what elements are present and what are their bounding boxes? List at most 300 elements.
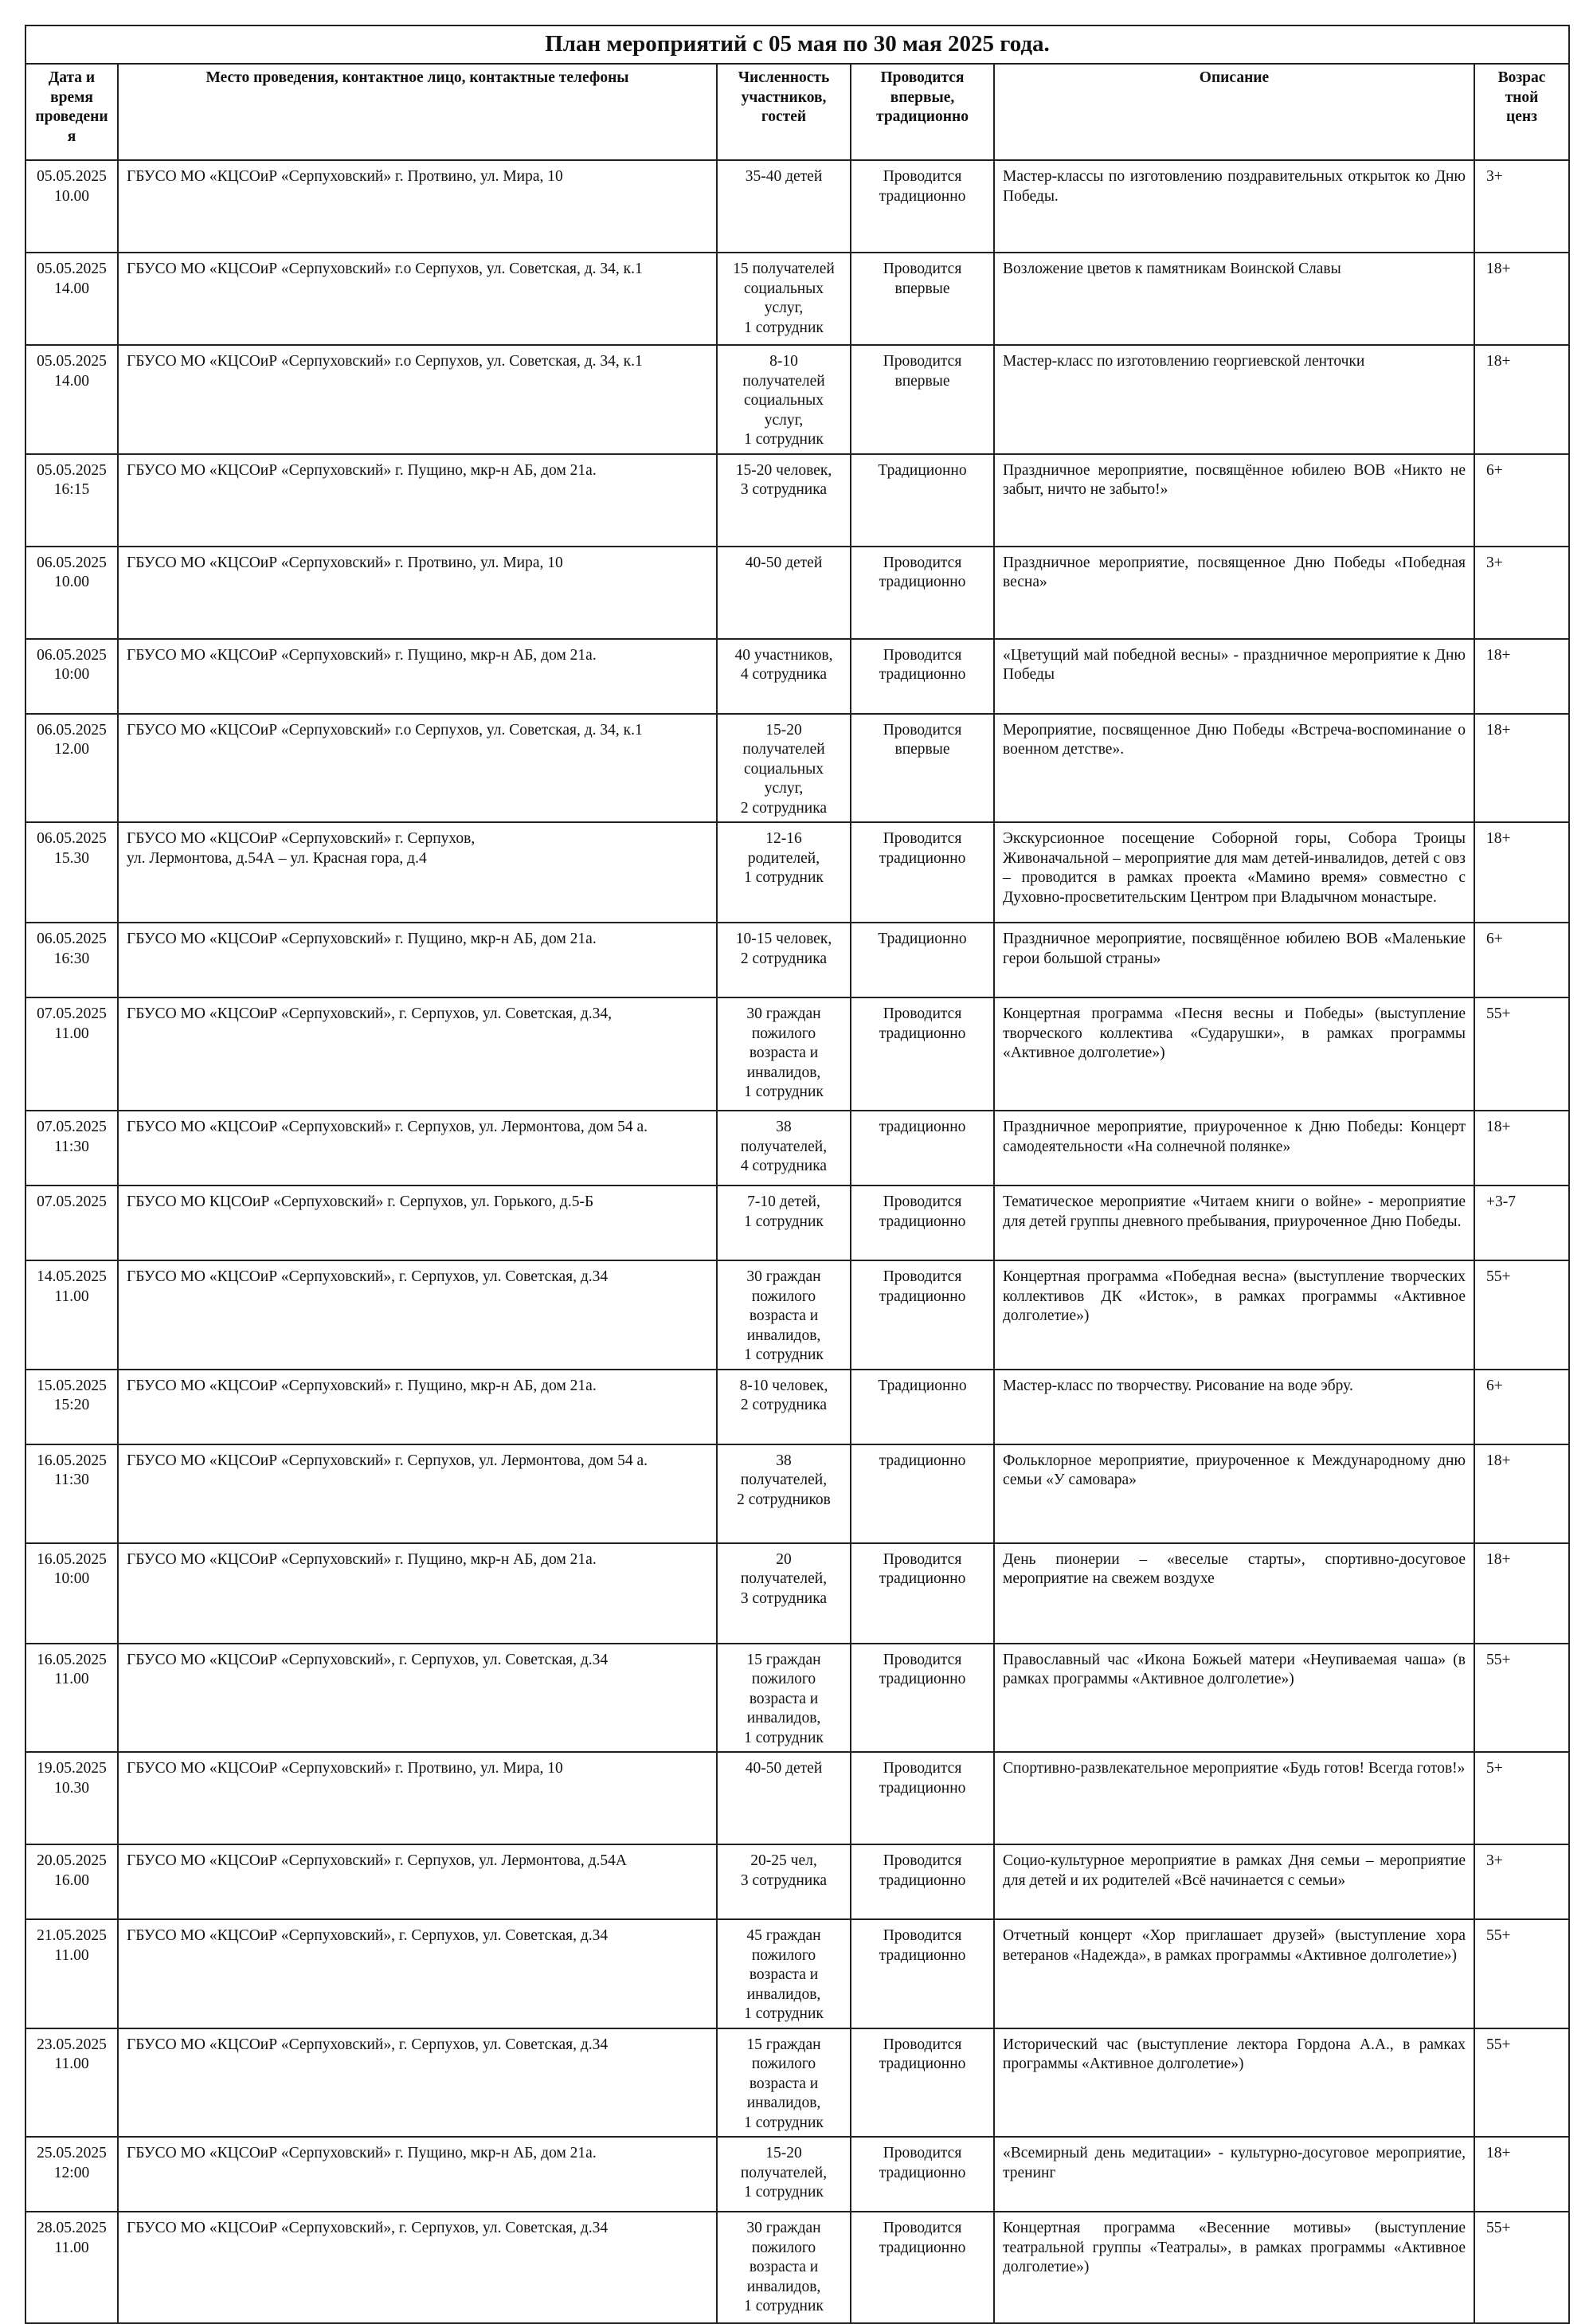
event-count-cell [717,822,851,923]
event-time: 11.00 [54,2239,89,2256]
event-type-cell [851,253,994,345]
event-date: 23.05.2025 [37,2036,107,2053]
event-place-cell [118,1370,717,1444]
event-age-cell: 18+ [1474,1444,1569,1543]
event-type-line: Проводится [883,1651,962,1668]
event-count-line: инвалидов, [746,1327,821,1344]
event-place-line: ГБУСО МО «КЦСОиР «Серпуховский» г. Пущино, мкр-н АБ, дом 21а. [127,2145,597,2161]
events-table-body [25,160,1569,2323]
event-type-cell [851,2028,994,2138]
event-count-line: 1 сотрудник [744,1729,824,1746]
event-type-line: Проводится [883,353,962,370]
event-type-line: традиционно [879,187,966,205]
event-type-line: Традиционно [878,931,967,947]
table-row [25,1260,1569,1370]
event-place-cell [118,1752,717,1844]
table-row [25,1543,1569,1644]
event-date: 05.05.2025 [37,461,107,479]
table-row [25,997,1569,1111]
event-datetime-cell [25,253,118,345]
event-count-line: 3 сотрудника [740,1871,828,1889]
event-type-cell [851,639,994,714]
event-description-cell: Праздничное мероприятие, посвящённое юбилею ВОВ «Никто не забыт, ничто не забыто!» [994,454,1474,547]
event-place-line: ГБУСО МО «КЦСОиР «Серпуховский» г. Пущино, мкр-н АБ, дом 21а. [127,931,597,947]
event-place-cell [118,2137,717,2212]
event-type-line: Проводится [883,554,962,571]
event-description-cell: Православный час «Икона Божьей матери «Неупиваемая чаша» (в рамках программы «Активное долголетие») [994,1644,1474,1753]
event-count-line: 40-50 детей [745,1760,823,1777]
event-count-line: 15-20 [765,721,802,739]
event-count-line: инвалидов, [746,2278,821,2295]
event-type-cell [851,1543,994,1644]
event-count-line: 38 [776,1119,792,1135]
event-age-cell: 6+ [1474,454,1569,547]
event-count-line: пожилого [751,1946,816,1964]
event-type-line: традиционно [879,2239,966,2256]
event-count-cell [717,1186,851,1260]
event-count-line: 35-40 детей [745,168,823,185]
event-count-line: социальных [743,392,824,409]
event-count-line: пожилого [751,1025,816,1042]
event-count-line: 30 граждан [746,1268,821,1285]
event-type-cell [851,1844,994,1919]
event-description-cell: Тематическое мероприятие «Читаем книги о войне» - мероприятие для детей группы дневного пребывания, приуроченное Дню Победы. [994,1186,1474,1260]
event-type-line: Проводится [883,168,962,185]
event-datetime-cell [25,1186,118,1260]
event-type-line: Проводится [883,2036,962,2053]
event-place-line: ГБУСО МО «КЦСОиР «Серпуховский» г. Пущино, мкр-н АБ, дом 21а. [127,461,597,479]
event-count-line: 1 сотрудник [744,2114,824,2131]
event-type-line: Проводится [883,2145,962,2161]
event-place-line: ГБУСО МО КЦСОиР «Серпуховский» г. Серпухов, ул. Горького, д.5-Б [127,1193,594,1210]
event-time: 11.00 [54,1287,89,1305]
event-count-cell [717,1444,851,1543]
event-count-cell [717,160,851,253]
header-description: Описание [994,64,1474,160]
event-count-line: 2 сотрудников [737,1491,831,1508]
event-count-cell [717,1644,851,1753]
event-type-line: Проводится [883,830,962,847]
event-type-line: впервые [894,741,950,758]
event-date: 06.05.2025 [37,931,107,947]
event-count-line: получателей, [740,1570,828,1587]
table-row [25,253,1569,345]
event-description-cell: Мастер-класс по изготовлению георгиевской ленточки [994,345,1474,454]
event-age-cell: 3+ [1474,1844,1569,1919]
event-count-line: возраста и [749,1966,819,1983]
event-age-cell: 18+ [1474,1543,1569,1644]
event-datetime-cell [25,2212,118,2323]
event-place-line: ул. Лермонтова, д.54А – ул. Красная гора, д.4 [127,849,427,867]
event-datetime-cell [25,2137,118,2212]
event-count-line: 7-10 детей, [747,1193,820,1210]
event-age-cell: +3-7 [1474,1186,1569,1260]
event-place-line: ГБУСО МО «КЦСОиР «Серпуховский», г. Серпухов, ул. Советская, д.34, [127,1005,612,1022]
event-age-cell: 55+ [1474,1260,1569,1370]
event-description-cell: Мастер-классы по изготовлению поздравительных открыток ко Дню Победы. [994,160,1474,253]
event-date: 14.05.2025 [37,1268,107,1285]
event-count-line: 15-20 человек, [735,461,832,479]
event-place-cell [118,1444,717,1543]
event-type-cell [851,1919,994,2028]
event-count-line: 1 сотрудник [744,319,824,336]
event-datetime-cell [25,1444,118,1543]
event-datetime-cell [25,160,118,253]
event-count-line: 2 сотрудника [740,1397,828,1413]
event-place-cell [118,1543,717,1644]
event-age-cell: 55+ [1474,2212,1569,2323]
event-count-line: 15-20 [765,2145,802,2161]
event-age-cell: 18+ [1474,345,1569,454]
event-type-line: Проводится [883,261,962,277]
event-date: 06.05.2025 [37,830,107,847]
event-count-line: возраста и [749,1307,819,1324]
event-count-line: возраста и [749,2075,819,2092]
event-description-cell: Мероприятие, посвященное Дню Победы «Встреча-воспоминание о военном детстве». [994,714,1474,823]
event-count-line: 2 сотрудника [740,799,828,817]
event-datetime-cell [25,822,118,923]
event-type-line: Проводится [883,1193,962,1210]
event-time: 10.00 [54,187,89,205]
event-age-cell: 55+ [1474,1919,1569,2028]
events-table [25,25,1570,2324]
event-type-line: традиционно [879,1946,966,1964]
event-time: 10.00 [54,574,89,590]
event-type-cell [851,1444,994,1543]
event-description-cell: Праздничное мероприятие, приуроченное к Дню Победы: Концерт самодеятельности «На солнечной полянке» [994,1111,1474,1186]
event-count-line: 38 [776,1452,792,1469]
event-place-line: ГБУСО МО «КЦСОиР «Серпуховский» г. Серпухов, [127,830,476,847]
event-description-cell: Мастер-класс по творчеству. Рисование на воде эбру. [994,1370,1474,1444]
event-date: 07.05.2025 [37,1119,107,1135]
table-row [25,1919,1569,2028]
event-type-line: Традиционно [878,461,967,479]
event-count-line: инвалидов, [746,1064,821,1081]
event-count-line: пожилого [751,2239,816,2256]
event-date: 05.05.2025 [37,261,107,277]
event-place-line: ГБУСО МО «КЦСОиР «Серпуховский», г. Серпухов, ул. Советская, д.34 [127,1651,609,1668]
event-count-line: 10-15 человек, [735,931,832,947]
event-count-line: пожилого [751,1287,816,1305]
event-type-line: Проводится [883,1760,962,1777]
event-place-cell [118,1644,717,1753]
event-time: 10:00 [53,666,90,683]
table-row [25,1370,1569,1444]
event-time: 16:15 [53,481,90,498]
table-row [25,2028,1569,2138]
event-place-line: ГБУСО МО «КЦСОиР «Серпуховский» г. Серпухов, ул. Лермонтова, д.54А [127,1852,627,1869]
event-type-line: традиционно [879,574,966,590]
event-datetime-cell [25,923,118,997]
event-place-cell [118,547,717,639]
event-description-cell: День пионерии – «веселые старты», спортивно-досуговое мероприятие на свежем воздухе [994,1543,1474,1644]
event-type-line: традиционно [879,2164,966,2181]
event-datetime-cell [25,1844,118,1919]
event-time: 15.30 [54,849,89,867]
event-count-cell [717,1260,851,1370]
event-datetime-cell [25,1919,118,2028]
event-date: 19.05.2025 [37,1760,107,1777]
event-count-line: 15 граждан [746,2036,821,2053]
event-type-line: традиционно [879,1287,966,1305]
event-type-cell [851,547,994,639]
event-description-cell: Исторический час (выступление лектора Гордона А.А., в рамках программы «Активное долголетие») [994,2028,1474,2138]
event-type-line: Проводится [883,1852,962,1869]
table-row [25,1752,1569,1844]
event-type-cell [851,2212,994,2323]
event-type-cell [851,923,994,997]
event-place-line: ГБУСО МО «КЦСОиР «Серпуховский» г.о Серпухов, ул. Советская, д. 34, к.1 [127,261,643,277]
event-count-line: 30 граждан [746,2220,821,2236]
event-description-cell: Праздничное мероприятие, посвященное Дню Победы «Победная весна» [994,547,1474,639]
event-time: 15:20 [53,1397,90,1413]
event-count-cell [717,1370,851,1444]
event-time: 11:30 [54,1472,89,1488]
event-count-cell [717,997,851,1111]
event-place-line: ГБУСО МО «КЦСОиР «Серпуховский» г. Серпухов, ул. Лермонтова, дом 54 а. [127,1452,648,1469]
event-datetime-cell [25,639,118,714]
event-place-line: ГБУСО МО «КЦСОиР «Серпуховский» г. Пущино, мкр-н АБ, дом 21а. [127,1550,597,1568]
event-type-cell [851,345,994,454]
event-type-cell [851,160,994,253]
table-row [25,1844,1569,1919]
event-place-cell [118,1260,717,1370]
event-place-line: ГБУСО МО «КЦСОиР «Серпуховский» г. Пущино, мкр-н АБ, дом 21а. [127,646,597,664]
event-time: 11.00 [54,1946,89,1964]
event-type-cell [851,1111,994,1186]
event-type-cell [851,454,994,547]
event-date: 07.05.2025 [37,1193,107,1210]
event-time: 11.00 [54,1025,89,1042]
event-datetime-cell [25,997,118,1111]
event-count-line: 1 сотрудник [744,2184,824,2201]
event-datetime-cell [25,1752,118,1844]
event-place-line: ГБУСО МО «КЦСОиР «Серпуховский» г. Пущино, мкр-н АБ, дом 21а. [127,1377,597,1394]
event-date: 05.05.2025 [37,353,107,370]
event-count-line: получателей [742,741,825,758]
event-count-line: пожилого [751,1671,816,1687]
event-description-cell: Возложение цветов к памятникам Воинской Славы [994,253,1474,345]
event-age-cell: 55+ [1474,1644,1569,1753]
event-description-cell: Фольклорное мероприятие, приуроченное к Международному дню семьи «У самовара» [994,1444,1474,1543]
event-count-line: пожилого [751,2056,816,2072]
event-count-line: 30 граждан [746,1005,821,1022]
event-datetime-cell [25,345,118,454]
event-count-line: 1 сотрудник [744,2005,824,2022]
event-type-cell [851,1644,994,1753]
event-datetime-cell [25,714,118,823]
event-date: 06.05.2025 [37,554,107,571]
event-count-line: 15 граждан [746,1651,821,1668]
event-place-cell [118,822,717,923]
event-count-line: 2 сотрудника [740,950,828,967]
event-count-line: 20 [776,1550,792,1568]
event-count-cell [717,253,851,345]
event-time: 12.00 [54,741,89,758]
event-type-line: Проводится [883,1550,962,1568]
event-count-line: получателей [742,372,825,390]
event-place-line: ГБУСО МО «КЦСОиР «Серпуховский», г. Серпухов, ул. Советская, д.34 [127,1927,609,1944]
event-description-cell: «Цветущий май победной весны» - праздничное мероприятие к Дню Победы [994,639,1474,714]
event-count-line: возраста и [749,1044,819,1061]
event-datetime-cell [25,454,118,547]
event-age-cell: 18+ [1474,822,1569,923]
event-age-cell: 18+ [1474,2137,1569,2212]
event-age-cell: 18+ [1474,253,1569,345]
event-count-line: 12-16 [765,830,802,847]
event-description-cell: Концертная программа «Победная весна» (выступление творческих коллективов ДК «Исток», в рамках программы «Активное долголетие») [994,1260,1474,1370]
event-place-cell [118,454,717,547]
event-place-line: ГБУСО МО «КЦСОиР «Серпуховский» г. Протвино, ул. Мира, 10 [127,554,563,571]
event-type-line: традиционно [879,2056,966,2072]
event-age-cell: 6+ [1474,1370,1569,1444]
event-type-cell [851,1752,994,1844]
event-count-cell [717,2028,851,2138]
event-place-line: ГБУСО МО «КЦСОиР «Серпуховский», г. Серпухов, ул. Советская, д.34 [127,1268,609,1285]
event-age-cell: 55+ [1474,2028,1569,2138]
event-description-cell: Праздничное мероприятие, посвящённое юбилею ВОВ «Маленькие герои большой страны» [994,923,1474,997]
event-type-line: Проводится [883,721,962,739]
table-row [25,1111,1569,1186]
event-type-cell [851,1260,994,1370]
event-age-cell: 6+ [1474,923,1569,997]
event-count-line: 15 получателей [733,261,835,277]
event-count-cell [717,923,851,997]
event-count-line: услуг, [764,411,804,429]
event-count-line: инвалидов, [746,1710,821,1726]
event-place-line: ГБУСО МО «КЦСОиР «Серпуховский» г. Протвино, ул. Мира, 10 [127,168,563,185]
event-place-line: ГБУСО МО «КЦСОиР «Серпуховский» г. Протвино, ул. Мира, 10 [127,1760,563,1777]
event-count-cell [717,1543,851,1644]
event-datetime-cell [25,1260,118,1370]
event-time: 12:00 [53,2164,90,2181]
event-count-cell [717,1752,851,1844]
event-type-line: традиционно [879,1025,966,1042]
event-type-line: Проводится [883,1268,962,1285]
event-type-cell [851,822,994,923]
event-date: 05.05.2025 [37,168,107,185]
event-time: 16:30 [53,950,90,967]
event-type-cell [851,1370,994,1444]
event-type-line: традиционно [879,1779,966,1797]
event-type-line: Проводится [883,646,962,664]
event-age-cell: 18+ [1474,714,1569,823]
event-count-line: 3 сотрудника [740,481,828,498]
event-count-cell [717,1919,851,2028]
table-row [25,1444,1569,1543]
event-description-cell: Концертная программа «Весенние мотивы» (выступление театральной группы «Театралы», в рамках программы «Активное долголетие») [994,2212,1474,2323]
event-date: 07.05.2025 [37,1005,107,1022]
event-age-cell: 3+ [1474,547,1569,639]
event-type-line: традиционно [879,666,966,683]
event-count-line: 1 сотрудник [744,1084,824,1100]
event-type-line: традиционно [879,1671,966,1687]
table-row [25,2137,1569,2212]
event-type-line: Традиционно [878,1377,967,1394]
table-row [25,454,1569,547]
event-place-line: ГБУСО МО «КЦСОиР «Серпуховский» г. Серпухов, ул. Лермонтова, дом 54 а. [127,1119,648,1135]
event-type-line: впервые [894,372,950,390]
event-count-line: 8-10 [769,353,798,370]
event-type-line: традиционно [879,1119,966,1135]
event-date: 15.05.2025 [37,1377,107,1394]
events-plan-document [25,25,1568,2324]
event-description-cell: Социо-культурное мероприятие в рамках Дня семьи – мероприятие для детей и их родителей «Всё начинается с семьи» [994,1844,1474,1919]
event-count-cell [717,1111,851,1186]
event-type-cell [851,997,994,1111]
event-type-line: традиционно [879,1871,966,1889]
event-time: 14.00 [54,372,89,390]
event-count-line: получателей, [740,2164,828,2181]
event-description-cell: «Всемирный день медитации» - культурно-досуговое мероприятие, тренинг [994,2137,1474,2212]
event-description-cell: Спортивно-развлекательное мероприятие «Будь готов! Всегда готов!» [994,1752,1474,1844]
event-age-cell: 5+ [1474,1752,1569,1844]
event-count-line: социальных [743,760,824,778]
event-description-cell: Отчетный концерт «Хор приглашает друзей» (выступление хора ветеранов «Надежда», в рамках программы «Активное долголетие») [994,1919,1474,2028]
event-place-cell [118,923,717,997]
table-row [25,160,1569,253]
event-place-line: ГБУСО МО «КЦСОиР «Серпуховский», г. Серпухов, ул. Советская, д.34 [127,2220,609,2236]
event-age-cell: 3+ [1474,160,1569,253]
table-row [25,345,1569,454]
event-place-cell [118,345,717,454]
event-type-line: традиционно [879,1452,966,1469]
header-date: Дата и время проведени я [25,64,118,160]
event-datetime-cell [25,1111,118,1186]
event-time: 14.00 [54,280,89,297]
event-date: 06.05.2025 [37,721,107,739]
event-age-cell: 55+ [1474,997,1569,1111]
table-header-row [25,64,1569,160]
header-place: Место проведения, контактное лицо, контактные телефоны [118,64,717,160]
event-time: 11:30 [54,1138,89,1155]
document-title: План мероприятий с 05 мая по 30 мая 2025 года. [25,25,1569,64]
event-place-cell [118,714,717,823]
event-date: 16.05.2025 [37,1651,107,1668]
table-row [25,822,1569,923]
event-type-line: традиционно [879,1570,966,1587]
event-place-cell [118,2028,717,2138]
event-place-cell [118,1844,717,1919]
event-type-line: Проводится [883,1927,962,1944]
event-count-line: инвалидов, [746,2095,821,2111]
event-count-cell [717,547,851,639]
event-count-line: родителей, [747,849,820,867]
event-count-cell [717,1844,851,1919]
event-count-cell [717,454,851,547]
event-datetime-cell [25,547,118,639]
event-type-line: традиционно [879,1213,966,1230]
event-place-cell [118,1186,717,1260]
event-date: 16.05.2025 [37,1452,107,1469]
event-count-cell [717,639,851,714]
table-row [25,2212,1569,2323]
event-place-cell [118,2212,717,2323]
event-place-line: ГБУСО МО «КЦСОиР «Серпуховский», г. Серпухов, ул. Советская, д.34 [127,2036,609,2053]
event-description-cell: Экскурсионное посещение Соборной горы, Собора Троицы Живоначальной – мероприятие для мам детей-инвалидов, детей с овз – проводится в рамках проекта «Мамино время» совместно с Духовно-просветительским Центром при Владычном монастыре. [994,822,1474,923]
table-row [25,547,1569,639]
event-count-line: 3 сотрудника [740,1589,828,1607]
event-age-cell: 18+ [1474,1111,1569,1186]
event-count-line: получателей, [740,1472,828,1488]
event-count-cell [717,2137,851,2212]
event-place-cell [118,253,717,345]
event-time: 10.30 [54,1779,89,1797]
event-count-line: услуг, [764,780,804,797]
event-time: 10:00 [53,1570,90,1587]
event-count-line: 40-50 детей [745,554,823,571]
event-place-line: ГБУСО МО «КЦСОиР «Серпуховский» г.о Серпухов, ул. Советская, д. 34, к.1 [127,353,643,370]
